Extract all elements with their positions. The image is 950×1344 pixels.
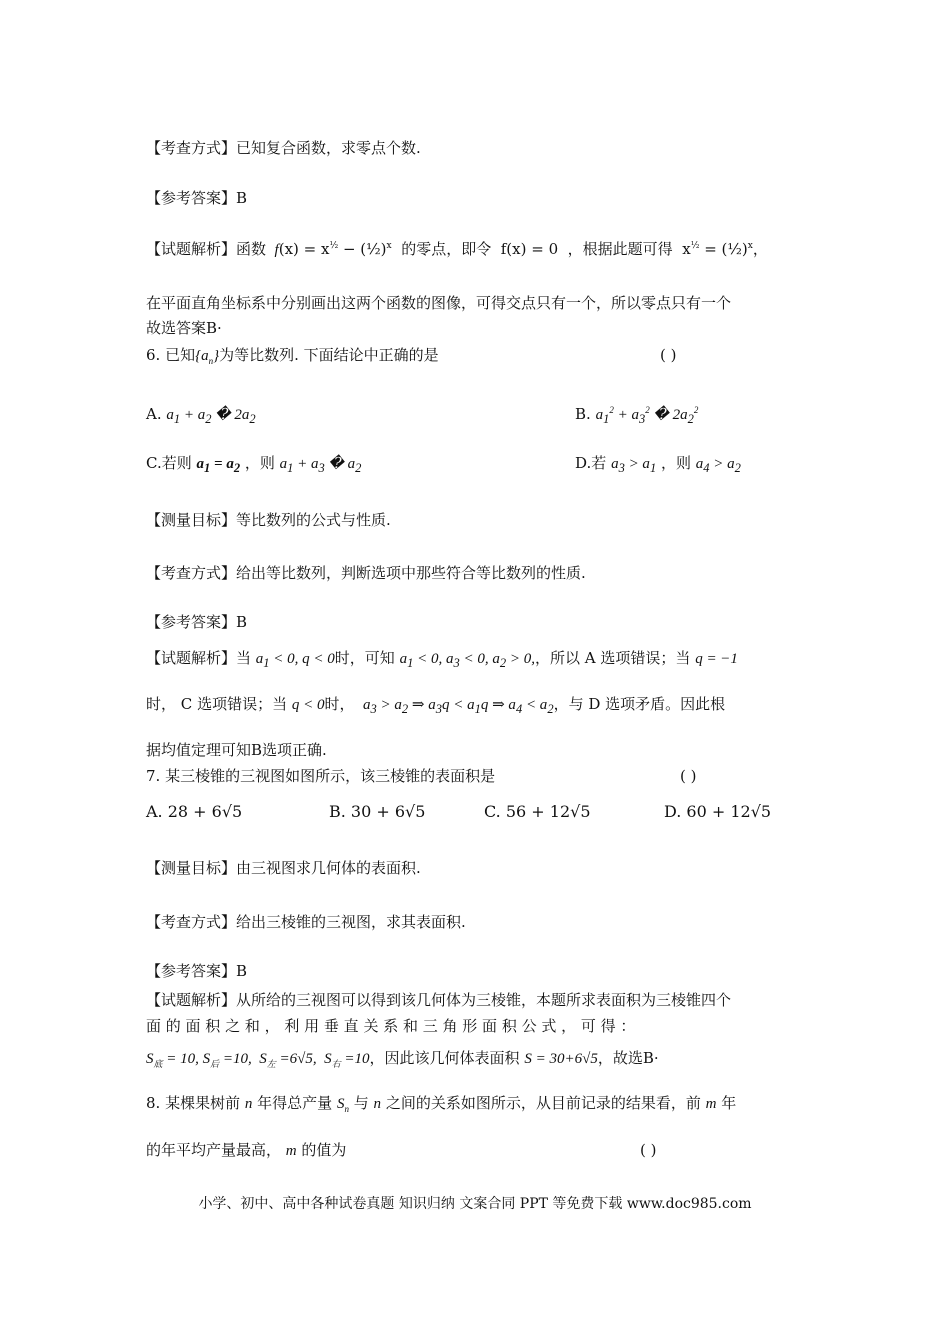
text: 8. 某棵果树前 <box>146 1094 241 1112</box>
text: 的零点，即令 <box>401 240 492 258</box>
formula-n: n <box>373 1096 382 1112</box>
text: 年得总产量 <box>257 1094 333 1112</box>
q6-number: 6. 已知 <box>146 346 196 364</box>
analysis-line-q6b <box>146 694 725 719</box>
formula: q = −1 <box>695 651 738 667</box>
formula-m: m <box>285 1143 297 1159</box>
option-text: ，则 <box>660 454 691 472</box>
text: 选项矛盾。因此根 <box>605 695 726 713</box>
target-line-q6: 【测量目标】等比数列的公式与性质. <box>146 511 391 529</box>
page-footer: 小学、初中、高中各种试卷真题 知识归纳 文案合同 PPT 等免费下载 www.doc985.com <box>198 1196 752 1212</box>
option-text: ，则 <box>244 454 275 472</box>
q6-option-c <box>146 452 361 476</box>
answer-line-q6: 【参考答案】B <box>146 613 248 631</box>
formula: $a_3 > a_2$ ⇒ $a_3q < a_1q$ ⇒ $a_4 < a_2$ <box>359 697 554 716</box>
option-text: 若则 <box>161 454 192 472</box>
text: D <box>588 695 601 713</box>
option-text: 若 <box>591 454 607 472</box>
formula: q < 0 <box>291 697 325 713</box>
text: 的年平均产量最高， <box>146 1141 282 1159</box>
formula-sn: $S_n$ <box>336 1096 349 1114</box>
text: 之间的关系如图所示，从目前记录的结果看，前 <box>385 1094 701 1112</box>
text: A <box>584 649 596 667</box>
option-d-cond: $a_3 > a_1$ <box>611 456 657 475</box>
text: 选项错误；当 <box>600 649 691 667</box>
text: 选项错误；当 <box>197 695 288 713</box>
method-line-q7: 【考查方式】给出三棱锥的三视图，求其表面积. <box>146 913 466 931</box>
formula-m: m <box>705 1096 717 1112</box>
text: 时， <box>146 695 177 713</box>
method-line-q6: 【考查方式】给出等比数列，判断选项中那些符合等比数列的性质. <box>146 564 586 582</box>
text: ，与 <box>553 695 584 713</box>
option-a-formula: $a_1 + a_2$ � $2a_2$ <box>166 407 256 426</box>
q6-option-b <box>575 405 698 427</box>
text: ，所以 <box>534 649 580 667</box>
analysis-line-q6c: 据均值定理可知B选项正确. <box>146 741 327 759</box>
text: 【试题解析】当 <box>146 649 252 667</box>
text: ，故选 <box>597 1049 643 1067</box>
q6-option-d <box>575 452 741 476</box>
answer-line-q7: 【参考答案】B <box>146 962 248 980</box>
text: ， <box>752 240 768 258</box>
q8-answer-paren: ( ) <box>640 1141 657 1159</box>
q6-text: 为等比数列. 下面结论中正确的是 <box>219 346 439 364</box>
analysis-line-q5 <box>146 236 768 260</box>
formula: $a_1 < 0$, q < 0 <box>255 651 335 670</box>
option-c-cond: $a_1 = a_2$ <box>196 456 241 475</box>
formula-fx-rest: $(x) = x^{\frac{1}{2}}$ − (½)$^x$ <box>278 240 392 258</box>
q7-option-b: B. 30 + 6√5 <box>329 802 426 821</box>
text: ，因此该几何体表面积 <box>369 1049 520 1067</box>
q7-option-a: A. 28 + 6√5 <box>146 802 243 821</box>
text: 【试题解析】函数 <box>146 240 267 258</box>
analysis-line-q6a <box>146 648 738 673</box>
analysis-line-q7b: 面 的 面 积 之 和 ， 利 用 垂 直 关 系 和 三 角 形 面 积 公 式 ， 可 得 ： <box>146 1017 636 1035</box>
sequence-an: $\{a_n\}$ <box>195 348 220 366</box>
formula-n: n <box>244 1096 253 1112</box>
answer-line-q5: 【参考答案】B <box>146 189 248 207</box>
formula-total: S = 30+6√5 <box>524 1051 598 1067</box>
option-b-formula: $a_1^2 + a_3^2$ � $2a_2^2$ <box>595 405 699 426</box>
question-6 <box>146 345 439 371</box>
text: ，根据此题可得 <box>567 240 673 258</box>
question-8b <box>146 1140 346 1161</box>
text: C <box>180 695 193 713</box>
q6-option-a <box>146 405 256 427</box>
formula-fx: f <box>270 242 279 258</box>
text: 时， <box>324 695 355 713</box>
method-line-q5: 【考查方式】已知复合函数，求零点个数. <box>146 139 421 157</box>
formula-zero: f(x) = 0 <box>495 240 563 258</box>
analysis-line-q5b: 在平面直角坐标系中分别画出这两个函数的图像，可得交点只有一个，所以零点只有一个 <box>146 294 732 312</box>
q7-option-c: C. 56 + 12√5 <box>484 802 591 821</box>
option-d-formula: $a_4 > a_2$ <box>695 456 741 475</box>
question-8 <box>146 1093 736 1119</box>
q6-answer-paren: ( ) <box>660 346 677 364</box>
option-label: D. <box>575 454 592 472</box>
analysis-line-q5c: 故选答案B· <box>146 319 222 337</box>
option-c-formula: $a_1 + a_3$ � $a_2$ <box>279 456 362 475</box>
text: 时，可知 <box>334 649 395 667</box>
text: 与 <box>353 1094 369 1112</box>
target-line-q7: 【测量目标】由三视图求几何体的表面积. <box>146 859 421 877</box>
option-label: A. <box>146 405 162 423</box>
analysis-line-q7c <box>146 1048 659 1074</box>
question-7: 7. 某三棱锥的三视图如图所示，该三棱锥的表面积是 <box>146 767 496 785</box>
option-label: C. <box>146 454 162 472</box>
text: B· <box>642 1049 659 1067</box>
q7-option-d: D. 60 + 12√5 <box>664 802 772 821</box>
formula: $a_1 < 0$, $a_3 < 0$, $a_2 > 0$, <box>399 651 535 670</box>
text: 年 <box>721 1094 737 1112</box>
text: 的值为 <box>301 1141 347 1159</box>
formula-areas: $S_底 = 10$, $S_后 =10$, $S_左 =6√5$, $S_右 =10$ <box>146 1051 370 1069</box>
option-label: B. <box>575 405 591 423</box>
q7-answer-paren: ( ) <box>680 767 697 785</box>
formula-eq: $x^{\frac{1}{2}}$ = (½)$^x$ <box>677 240 753 258</box>
analysis-line-q7a: 【试题解析】从所给的三视图可以得到该几何体为三棱锥，本题所求表面积为三棱锥四个 <box>146 991 732 1009</box>
